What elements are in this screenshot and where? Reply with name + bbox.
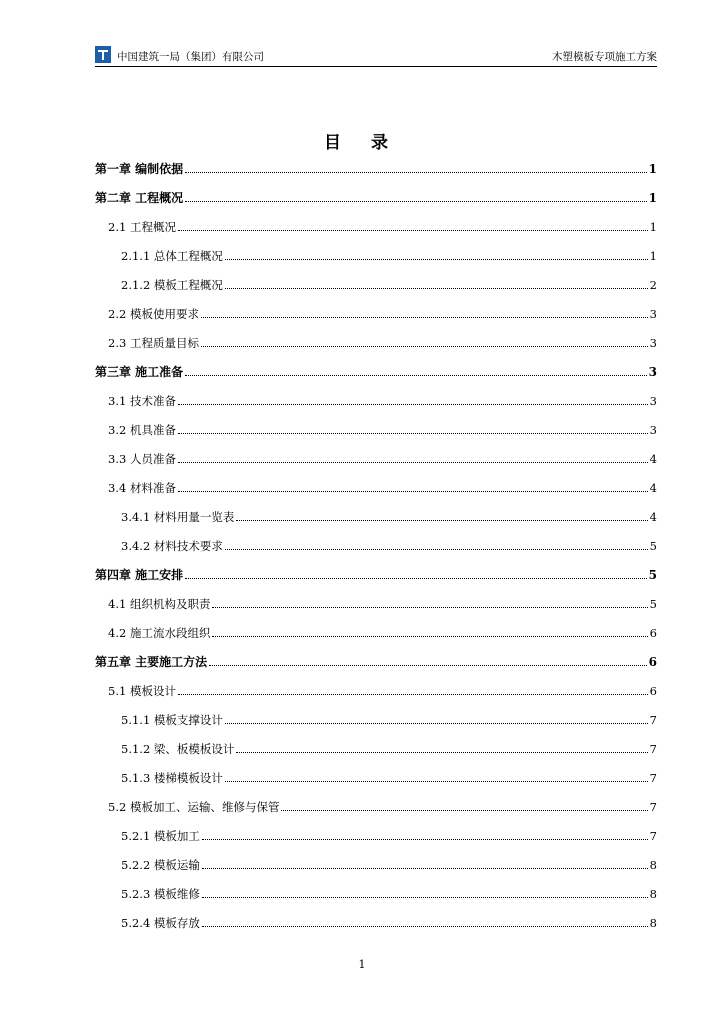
toc-leader-dots [236,752,647,753]
toc-entry-label: 5.1.1 模板支撑设计 [121,712,223,727]
toc-entry[interactable] [95,821,657,850]
toc-entry[interactable] [95,763,657,792]
toc-entry-label: 第四章 施工安排 [95,568,184,582]
toc-entry-page: 8 [649,886,657,901]
toc-entry-label: 3.4.2 材料技术要求 [121,538,223,553]
toc-entry[interactable] [95,415,657,444]
toc-entry-label: 2.1.2 模板工程概况 [121,277,223,292]
toc-entry[interactable] [95,850,657,879]
toc-entry-label: 第二章 工程概况 [95,191,184,205]
toc-entry-page: 6 [649,625,657,640]
company-name: 中国建筑一局（集团）有限公司 [117,51,264,63]
toc-entry-label: 3.1 技术准备 [108,393,176,408]
toc-leader-dots [201,346,648,347]
toc-leader-dots [185,172,646,173]
header-divider [95,66,657,67]
toc-entry-page: 5 [648,567,657,582]
toc-entry-label: 5.2 模板加工、运输、维修与保管 [108,799,280,814]
company-logo-icon [95,46,111,63]
toc-entry[interactable] [95,183,657,212]
toc-entry[interactable] [95,560,657,589]
toc-entry-label: 4.1 组织机构及职责 [108,596,211,611]
toc-entry[interactable] [95,154,657,183]
toc-leader-dots [185,201,646,202]
toc-entry-page: 7 [649,712,657,727]
toc-entry[interactable] [95,357,657,386]
toc-entry[interactable] [95,647,657,676]
toc-leader-dots [281,810,647,811]
toc-entry-label: 5.2.1 模板加工 [121,828,200,843]
toc-entry-page: 3 [649,306,657,321]
toc-entry[interactable] [95,444,657,473]
toc-entry[interactable] [95,299,657,328]
toc-entry-label: 3.3 人员准备 [108,451,176,466]
toc-entry[interactable] [95,386,657,415]
toc-entry-page: 7 [649,741,657,756]
toc-leader-dots [178,433,648,434]
toc-entry-page: 3 [649,393,657,408]
toc-entry-label: 5.1.3 楼梯模板设计 [121,770,223,785]
page-number: 1 [358,958,366,971]
toc-entry[interactable] [95,618,657,647]
toc-leader-dots [225,288,648,289]
toc-entry-page: 7 [649,828,657,843]
toc-entry-label: 5.2.4 模板存放 [121,915,200,930]
toc-entry[interactable] [95,676,657,705]
page-header [95,46,657,66]
toc-entry[interactable] [95,734,657,763]
toc-entry-page: 7 [649,770,657,785]
toc-leader-dots [225,259,648,260]
toc-entry-page: 1 [648,190,657,205]
toc-entry-label: 3.4 材料准备 [108,480,176,495]
toc-entry-label: 3.4.1 材料用量一览表 [121,509,235,524]
toc-entry-label: 5.1.2 梁、板模板设计 [121,741,235,756]
toc-entry[interactable] [95,705,657,734]
toc-leader-dots [209,665,646,666]
toc-entry[interactable] [95,241,657,270]
toc-entry-page: 5 [649,538,657,553]
toc-entry-page: 3 [649,335,657,350]
toc-entry-page: 6 [648,654,657,669]
toc-entry[interactable] [95,908,657,937]
toc-leader-dots [202,839,648,840]
toc-leader-dots [225,549,648,550]
toc-entry-label: 第五章 主要施工方法 [95,655,208,669]
toc-leader-dots [178,694,648,695]
toc-leader-dots [225,723,648,724]
toc-entry-page: 5 [649,596,657,611]
toc-entry-label: 第三章 施工准备 [95,365,184,379]
toc-leader-dots [212,607,647,608]
toc-leader-dots [202,897,648,898]
toc-entry-label: 4.2 施工流水段组织 [108,625,211,640]
toc-entry[interactable] [95,531,657,560]
toc-leader-dots [201,317,648,318]
toc-entry[interactable] [95,473,657,502]
toc-entry-page: 1 [649,248,657,263]
toc-entry-page: 6 [649,683,657,698]
toc-entry-page: 3 [648,364,657,379]
toc-entry-label: 3.2 机具准备 [108,422,176,437]
toc-entry-label: 5.2.2 模板运输 [121,857,200,872]
toc-entry[interactable] [95,212,657,241]
toc-leader-dots [202,868,648,869]
toc-leader-dots [202,926,648,927]
toc-leader-dots [178,491,648,492]
toc-leader-dots [185,375,646,376]
toc-entry-page: 4 [649,451,657,466]
toc-entry-page: 1 [649,219,657,234]
toc-leader-dots [178,462,648,463]
toc-entry-page: 2 [649,277,657,292]
toc-leader-dots [178,404,648,405]
toc-leader-dots [212,636,647,637]
toc-entry[interactable] [95,879,657,908]
toc-leader-dots [178,230,648,231]
toc-entry-label: 5.1 模板设计 [108,683,176,698]
toc-entry-page: 8 [649,857,657,872]
toc-title: 目 录 [324,133,400,153]
toc-entry-label: 2.1.1 总体工程概况 [121,248,223,263]
toc-entry-page: 8 [649,915,657,930]
document-title: 木塑模板专项施工方案 [552,51,657,63]
toc-leader-dots [236,520,647,521]
toc-entry-label: 2.1 工程概况 [108,219,176,234]
toc-entry-page: 7 [649,799,657,814]
toc-entry[interactable] [95,270,657,299]
toc-leader-dots [185,578,646,579]
toc-entry[interactable] [95,328,657,357]
table-of-contents [95,154,657,937]
toc-entry-label: 2.3 工程质量目标 [108,335,199,350]
toc-leader-dots [225,781,648,782]
toc-entry[interactable] [95,792,657,821]
toc-entry-page: 3 [649,422,657,437]
toc-entry-label: 5.2.3 模板维修 [121,886,200,901]
toc-entry[interactable] [95,502,657,531]
toc-entry-page: 4 [649,480,657,495]
toc-entry-label: 2.2 模板使用要求 [108,306,199,321]
toc-entry[interactable] [95,589,657,618]
toc-entry-page: 1 [648,161,657,176]
toc-entry-page: 4 [649,509,657,524]
toc-entry-label: 第一章 编制依据 [95,162,184,176]
